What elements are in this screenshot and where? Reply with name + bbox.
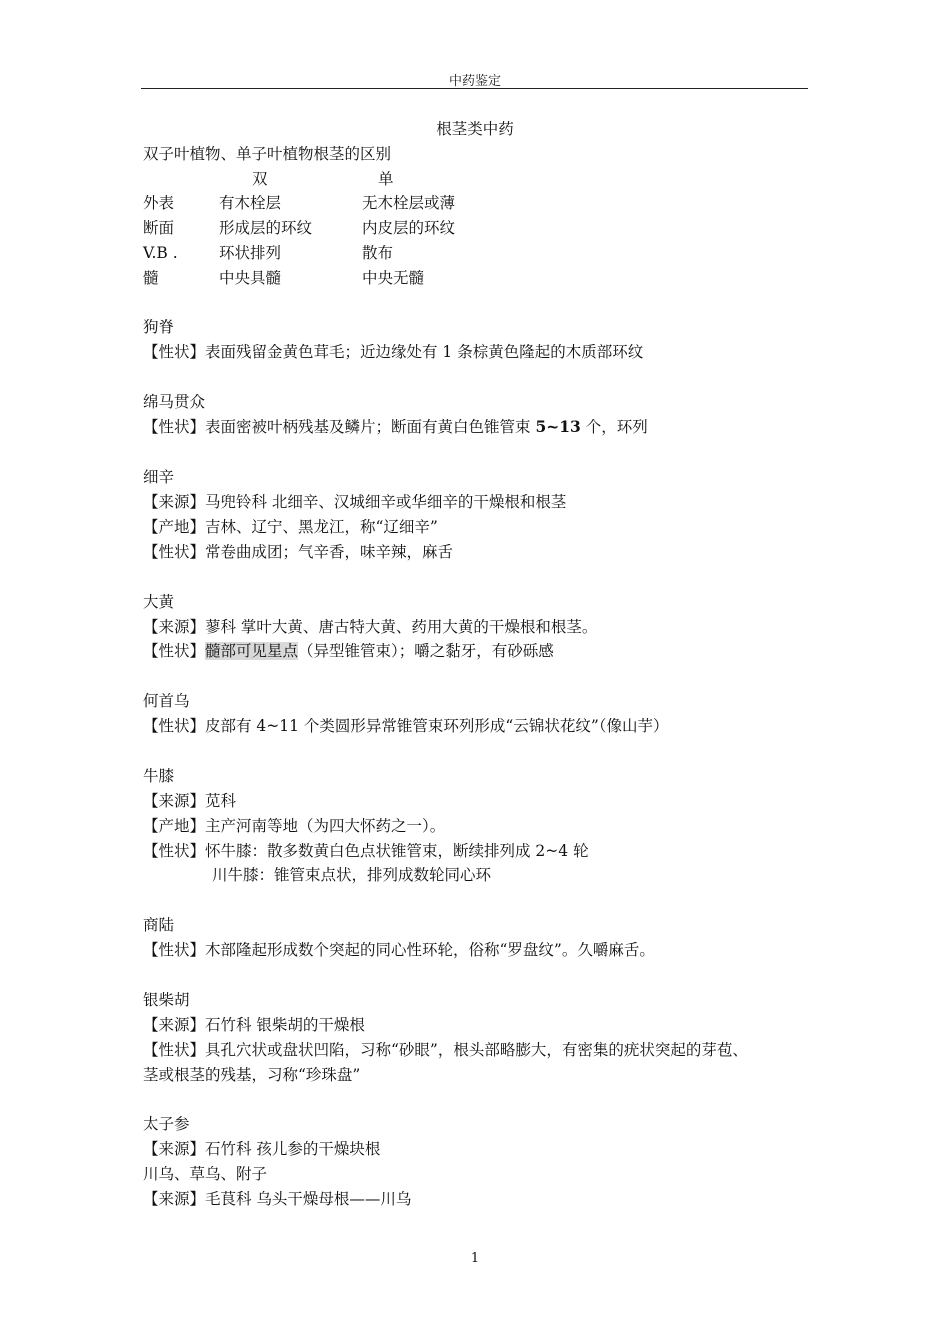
herb-name: 绵马贯众 [143,393,206,411]
traits-text-end: 个，环列 [580,418,648,436]
row-dicot-value: 环状排列 [219,244,282,262]
herb-name: 川乌、草乌、附子 [143,1165,268,1183]
herb-name: 大黄 [143,593,175,611]
row-monocot-value: 散布 [362,244,394,262]
herb-source: 【来源】蓼科 掌叶大黄、唐古特大黄、药用大黄的干燥根和根茎。 [143,618,598,636]
herb-source: 【来源】苋科 [143,792,237,810]
herb-source: 【来源】石竹科 银柴胡的干燥根 [143,1016,365,1034]
herb-name: 银柴胡 [143,991,190,1009]
herb-traits: 【性状】皮部有 4~11 个类圆形异常锥管束环列形成“云锦状花纹”（像山芋） [143,717,669,735]
herb-name: 牛膝 [143,767,175,785]
herb-name: 细辛 [143,468,175,486]
herb-source: 【来源】石竹科 孩儿参的干燥块根 [143,1140,381,1158]
herb-name: 太子参 [143,1115,190,1133]
row-label: 断面 [143,219,175,237]
header-divider [141,88,808,89]
column-header-monocot: 单 [378,170,394,188]
herb-traits: 【性状】木部隆起形成数个突起的同心性环轮，俗称“罗盘纹”。久嚼麻舌。 [143,941,655,959]
row-monocot-value: 内皮层的环纹 [362,219,456,237]
column-header-dicot: 双 [252,170,268,188]
row-monocot-value: 无木栓层或薄 [362,194,456,212]
herb-source: 【来源】马兜铃科 北细辛、汉城细辛或华细辛的干燥根和根茎 [143,493,567,511]
traits-bold-count: 5~13 [535,417,581,436]
herb-traits [143,416,648,438]
herb-traits-continued: 川牛膝：锥管束点状，排列成数轮同心环 [212,866,492,884]
row-label: 外表 [143,194,175,212]
herb-origin: 【产地】主产河南等地（为四大怀药之一）。 [143,817,446,835]
herb-traits: 【性状】常卷曲成团；气辛香，味辛辣，麻舌 [143,543,454,561]
page-number: 1 [470,1251,480,1266]
herb-traits-continued: 茎或根茎的残基，习称“珍珠盘” [143,1066,361,1084]
herb-name: 狗脊 [143,318,175,336]
herb-name: 何首乌 [143,692,190,710]
row-monocot-value: 中央无髓 [362,269,425,287]
herb-origin: 【产地】吉林、辽宁、黑龙江，称“辽细辛” [143,518,438,536]
row-dicot-value: 形成层的环纹 [219,219,313,237]
herb-traits: 【性状】怀牛膝：散多数黄白色点状锥管束，断续排列成 2~4 轮 [143,842,589,860]
traits-text: （异型锥管束）；嚼之黏牙，有砂砾感 [298,642,554,660]
herb-name: 商陆 [143,916,175,934]
row-label: V.B . [143,244,178,262]
traits-label: 【性状】 [143,642,206,660]
comparison-heading: 双子叶植物、单子叶植物根茎的区别 [143,145,392,163]
document-title: 根茎类中药 [436,120,514,138]
herb-traits: 【性状】具孔穴状或盘状凹陷，习称“砂眼”，根头部略膨大，有密集的疣状突起的芽苞、 [143,1041,748,1059]
row-label: 髓 [143,269,159,287]
traits-text: 【性状】表面密被叶柄残基及鳞片；断面有黄白色锥管束 [143,418,536,436]
highlighted-text: 髓部可见星点 [205,642,299,660]
row-dicot-value: 中央具髓 [219,269,282,287]
herb-traits [143,640,554,662]
herb-traits: 【性状】表面残留金黄色茸毛；近边缘处有 1 条棕黄色隆起的木质部环纹 [143,343,644,361]
page-header-title: 中药鉴定 [448,74,501,89]
row-dicot-value: 有木栓层 [219,194,282,212]
herb-source: 【来源】毛茛科 乌头干燥母根——川乌 [143,1190,412,1208]
